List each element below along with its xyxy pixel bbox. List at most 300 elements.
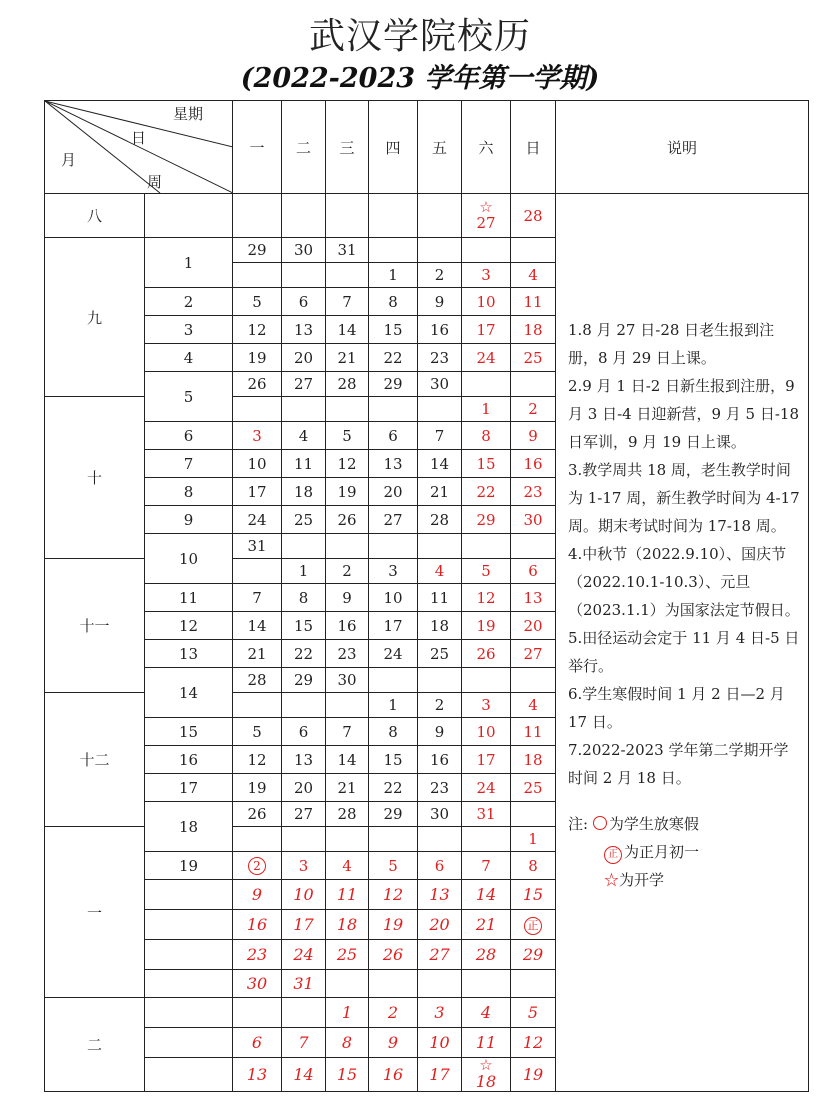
day-cell	[233, 998, 282, 1028]
day-cell	[369, 397, 418, 422]
day-number: 10	[476, 722, 496, 741]
day-cell	[511, 422, 556, 450]
day-number: 4	[342, 856, 352, 875]
day-cell	[326, 506, 369, 534]
day-number: 26	[382, 945, 404, 964]
day-cell	[233, 478, 282, 506]
day-cell	[369, 559, 418, 584]
week-number-cell-empty	[145, 998, 233, 1028]
day-number: 10	[247, 454, 267, 473]
day-number: 17	[293, 915, 314, 934]
day-cell	[369, 450, 418, 478]
day-number: 30	[429, 375, 450, 393]
day-cell	[369, 970, 418, 998]
day-number: 18	[523, 750, 543, 769]
note-item: 7.2022-2023 学年第二学期开学时间 2 月 18 日。	[568, 741, 789, 787]
day-cell	[282, 238, 326, 263]
day-cell	[326, 372, 369, 397]
day-cell	[326, 534, 369, 559]
day-number: 28	[429, 510, 450, 529]
day-cell	[326, 316, 369, 344]
week-number-cell: 19	[145, 852, 233, 880]
day-number: 23	[429, 778, 450, 797]
day-cell	[511, 506, 556, 534]
day-cell	[369, 852, 418, 880]
day-cell	[462, 238, 511, 263]
month-cell-nine: 九	[45, 238, 145, 397]
day-cell	[462, 718, 511, 746]
day-number: 5	[252, 722, 262, 741]
day-number: 26	[476, 644, 496, 663]
note-item: 6.学生寒假时间 1 月 2 日—2 月 17 日。	[568, 685, 785, 731]
day-cell	[369, 1028, 418, 1058]
day-number: 6	[528, 562, 538, 580]
day-cell	[462, 1058, 511, 1092]
day-cell	[511, 718, 556, 746]
day-number: 2	[387, 1003, 399, 1022]
day-cell	[233, 559, 282, 584]
day-number: 11	[336, 885, 358, 904]
day-number: 7	[342, 292, 352, 311]
day-number: 12	[476, 588, 496, 607]
day-cell	[511, 584, 556, 612]
day-number: 21	[247, 644, 267, 663]
day-number: 27	[476, 213, 496, 232]
day-number: 30	[337, 671, 357, 689]
day-number: 24	[476, 348, 496, 367]
day-number: 23	[429, 348, 450, 367]
day-number: 2	[528, 400, 538, 418]
day-number: 12	[247, 320, 267, 339]
day-cell	[233, 288, 282, 316]
day-cell	[233, 1058, 282, 1092]
day-cell	[369, 910, 418, 940]
day-cell	[282, 940, 326, 970]
note-item: 5.田径运动会定于 11 月 4 日-5 日举行。	[568, 629, 800, 675]
day-number: 16	[246, 915, 268, 934]
day-number: 23	[523, 482, 543, 501]
day-number: 14	[429, 454, 450, 473]
day-number: 24	[383, 644, 403, 663]
day-number: 22	[383, 348, 403, 367]
day-cell	[282, 852, 326, 880]
day-number: 14	[247, 616, 267, 635]
day-number: 4	[480, 1003, 492, 1022]
day-number: 14	[475, 885, 497, 904]
week-number-cell: 2	[145, 288, 233, 316]
day-cell	[369, 584, 418, 612]
day-number: 15	[522, 885, 544, 904]
day-cell	[233, 422, 282, 450]
day-cell	[418, 450, 462, 478]
day-number: 10	[429, 1033, 450, 1052]
day-cell	[418, 852, 462, 880]
day-cell	[511, 970, 556, 998]
day-number: 19	[247, 778, 267, 797]
day-number: 3	[481, 266, 491, 284]
day-number: 3	[252, 426, 262, 445]
day-number: 26	[337, 510, 357, 529]
day-number: 9	[528, 426, 538, 445]
day-cell	[369, 478, 418, 506]
week-number-cell: 9	[145, 506, 233, 534]
day-cell	[369, 344, 418, 372]
day-cell	[418, 478, 462, 506]
week-number-cell: 8	[145, 478, 233, 506]
day-cell	[233, 344, 282, 372]
day-cell	[326, 344, 369, 372]
day-number: 6	[298, 722, 309, 741]
week-number-cell: 16	[145, 746, 233, 774]
day-number: 18	[475, 1072, 497, 1091]
note-item: 1.8 月 27 日-28 日老生报到注册，8 月 29 日上课。	[568, 321, 775, 367]
day-number: 8	[528, 856, 538, 875]
day-cell	[418, 534, 462, 559]
day-number: 1	[341, 1003, 353, 1022]
day-number: 11	[293, 454, 314, 473]
day-cell	[326, 718, 369, 746]
day-cell	[511, 827, 556, 852]
corner-ri: 日	[131, 129, 147, 147]
day-number: 24	[293, 945, 314, 964]
day-cell	[282, 422, 326, 450]
day-number: 11	[429, 588, 450, 607]
day-cell	[511, 774, 556, 802]
week-number-cell: 3	[145, 316, 233, 344]
day-cell	[418, 718, 462, 746]
day-number: 16	[382, 1065, 404, 1084]
day-cell	[282, 534, 326, 559]
day-number: 5	[388, 856, 398, 875]
day-cell	[511, 397, 556, 422]
day-number: 8	[341, 1033, 353, 1052]
legend-row-start	[568, 866, 800, 894]
day-number: 8	[388, 722, 398, 741]
day-cell	[233, 852, 282, 880]
day-number: 4	[528, 266, 538, 284]
day-cell	[418, 506, 462, 534]
month-cell-twelve: 十二	[45, 693, 145, 827]
day-number: 13	[246, 1065, 268, 1084]
day-cell	[462, 802, 511, 827]
winter-break-start-mark: 2	[248, 857, 266, 875]
day-cell	[233, 668, 282, 693]
day-number: 12	[382, 885, 404, 904]
day-cell	[369, 534, 418, 559]
day-number: 30	[523, 510, 543, 529]
day-cell	[233, 970, 282, 998]
day-cell	[282, 668, 326, 693]
day-cell	[418, 559, 462, 584]
day-cell	[511, 372, 556, 397]
week-number-cell-empty	[145, 940, 233, 970]
day-number: 13	[293, 320, 314, 339]
legend-label: 注:	[568, 815, 589, 833]
day-cell	[233, 194, 282, 238]
day-cell	[282, 344, 326, 372]
day-cell	[418, 422, 462, 450]
day-number: 12	[522, 1033, 544, 1052]
day-number: 21	[337, 778, 357, 797]
calendar-row	[45, 194, 809, 238]
day-number: 6	[434, 856, 445, 875]
day-cell	[511, 316, 556, 344]
day-number: 16	[429, 320, 450, 339]
day-cell	[233, 450, 282, 478]
day-cell	[462, 910, 511, 940]
day-cell	[369, 880, 418, 910]
day-number: 25	[429, 644, 450, 663]
day-number: 28	[247, 671, 267, 689]
day-cell	[462, 693, 511, 718]
week-number-cell: 15	[145, 718, 233, 746]
note-item: 3.教学周共 18 周，老生教学时间为 1-17 周，新生教学时间为 4-17 周。期末考试时间为 17-18 周。	[568, 461, 800, 535]
day-cell	[326, 910, 369, 940]
day-cell	[233, 718, 282, 746]
day-number: 27	[293, 805, 314, 823]
day-cell	[326, 288, 369, 316]
day-cell	[511, 238, 556, 263]
day-number: 26	[247, 805, 267, 823]
day-number: 18	[293, 482, 314, 501]
day-number: 6	[298, 292, 309, 311]
day-number: 19	[382, 915, 404, 934]
week-number-cell: 18	[145, 802, 233, 852]
day-cell	[326, 774, 369, 802]
day-cell	[233, 640, 282, 668]
legend-row-lunar	[568, 838, 800, 866]
note-item: 2.9 月 1 日-2 日新生报到注册，9 月 3 日-4 日迎新营，9 月 5 日-18 日军训，9 月 19 日上课。	[568, 377, 800, 451]
week-number-cell: 11	[145, 584, 233, 612]
day-cell	[326, 970, 369, 998]
day-number: 17	[429, 1065, 450, 1084]
day-number: 17	[476, 320, 496, 339]
day-number: 21	[475, 915, 497, 934]
day-cell	[282, 827, 326, 852]
day-cell	[462, 668, 511, 693]
day-number: 1	[481, 400, 491, 418]
day-header-mon: 一	[233, 101, 282, 194]
corner-header	[45, 101, 233, 194]
day-cell	[233, 802, 282, 827]
day-cell	[282, 288, 326, 316]
day-number: 4	[528, 696, 538, 714]
day-cell	[326, 998, 369, 1028]
day-number: 18	[523, 320, 543, 339]
day-cell	[369, 718, 418, 746]
day-number: 21	[337, 348, 357, 367]
day-cell	[369, 640, 418, 668]
day-cell	[462, 880, 511, 910]
day-number: 10	[383, 588, 403, 607]
week-number-cell: 7	[145, 450, 233, 478]
day-number: 7	[481, 856, 491, 875]
day-number: 18	[336, 915, 358, 934]
day-number: 10	[293, 885, 314, 904]
day-cell	[326, 263, 369, 288]
day-cell	[511, 194, 556, 238]
day-cell	[369, 288, 418, 316]
day-cell	[511, 1058, 556, 1092]
day-number: 17	[383, 616, 403, 635]
day-cell	[418, 746, 462, 774]
day-cell	[282, 718, 326, 746]
day-cell	[326, 450, 369, 478]
day-number: 17	[476, 750, 496, 769]
day-cell	[326, 880, 369, 910]
day-cell	[418, 802, 462, 827]
month-cell-two: 二	[45, 998, 145, 1092]
day-cell	[282, 640, 326, 668]
week-number-cell-empty	[145, 194, 233, 238]
month-cell-eight: 八	[45, 194, 145, 238]
day-cell	[418, 344, 462, 372]
notes-list	[556, 194, 808, 894]
legend-lunar-new-year: 为正月初一	[624, 843, 700, 861]
day-cell	[511, 612, 556, 640]
day-cell	[282, 998, 326, 1028]
day-cell	[282, 774, 326, 802]
day-cell	[369, 194, 418, 238]
day-cell	[369, 238, 418, 263]
day-cell	[326, 612, 369, 640]
day-cell	[369, 506, 418, 534]
day-cell	[326, 940, 369, 970]
day-cell	[326, 559, 369, 584]
day-cell	[462, 852, 511, 880]
day-cell	[326, 852, 369, 880]
day-cell	[511, 910, 556, 940]
day-number: 22	[476, 482, 496, 501]
day-cell	[418, 1058, 462, 1092]
day-number: 10	[476, 292, 496, 311]
day-number: 2	[434, 266, 445, 284]
day-header-tue: 二	[282, 101, 326, 194]
day-cell	[462, 534, 511, 559]
day-cell	[462, 584, 511, 612]
day-cell	[462, 640, 511, 668]
day-cell	[282, 612, 326, 640]
day-number: 9	[434, 292, 445, 311]
day-cell	[326, 422, 369, 450]
day-cell	[326, 194, 369, 238]
day-cell	[511, 263, 556, 288]
day-cell	[369, 612, 418, 640]
month-cell-ten: 十	[45, 397, 145, 559]
week-number-cell-empty	[145, 1058, 233, 1092]
day-cell	[282, 450, 326, 478]
day-number: 27	[383, 510, 403, 529]
day-number: 3	[388, 562, 398, 580]
day-cell	[282, 372, 326, 397]
day-number: 2	[434, 696, 445, 714]
day-cell	[462, 827, 511, 852]
day-cell	[511, 534, 556, 559]
day-cell	[462, 372, 511, 397]
week-number-cell: 10	[145, 534, 233, 584]
day-number: 26	[247, 375, 267, 393]
day-cell	[369, 746, 418, 774]
day-cell	[462, 422, 511, 450]
day-cell	[511, 478, 556, 506]
day-number: 20	[383, 482, 403, 501]
day-cell	[369, 263, 418, 288]
day-cell	[369, 693, 418, 718]
day-number: 15	[336, 1065, 358, 1084]
day-number: 14	[293, 1065, 314, 1084]
day-number: 6	[388, 426, 398, 445]
day-number: 30	[246, 974, 268, 993]
notes-cell	[556, 194, 809, 1092]
day-cell	[282, 1058, 326, 1092]
day-cell	[369, 372, 418, 397]
day-cell	[418, 372, 462, 397]
page-title: 武汉学院校历	[308, 16, 531, 57]
school-start-star-icon: ☆	[479, 1057, 493, 1074]
legend-winter-break: 为学生放寒假	[608, 815, 699, 833]
day-cell	[418, 1028, 462, 1058]
day-number: 6	[251, 1033, 263, 1052]
day-cell	[282, 970, 326, 998]
day-cell	[462, 397, 511, 422]
day-number: 31	[293, 974, 314, 993]
day-number: 25	[523, 778, 543, 797]
day-number: 24	[476, 778, 496, 797]
week-number-cell-empty	[145, 880, 233, 910]
day-cell	[369, 827, 418, 852]
day-cell	[418, 940, 462, 970]
day-cell	[282, 584, 326, 612]
day-cell	[233, 612, 282, 640]
day-number: 14	[337, 750, 357, 769]
day-number: 1	[388, 266, 398, 284]
day-number: 24	[247, 510, 267, 529]
day-cell	[511, 746, 556, 774]
day-number: 8	[481, 426, 491, 445]
day-number: 16	[523, 454, 543, 473]
day-number: 16	[429, 750, 450, 769]
day-cell	[233, 940, 282, 970]
day-cell	[418, 612, 462, 640]
day-cell	[233, 827, 282, 852]
day-cell	[326, 238, 369, 263]
day-cell	[418, 880, 462, 910]
day-cell	[418, 668, 462, 693]
day-number: 13	[429, 885, 450, 904]
day-cell	[462, 1028, 511, 1058]
day-cell	[462, 746, 511, 774]
day-number: 1	[388, 696, 398, 714]
day-number: 4	[298, 426, 309, 445]
day-cell	[282, 802, 326, 827]
day-cell	[511, 998, 556, 1028]
day-cell	[418, 263, 462, 288]
day-number: 29	[383, 375, 403, 393]
day-number: 11	[523, 292, 543, 311]
day-number: 23	[337, 644, 357, 663]
day-cell	[326, 746, 369, 774]
day-number: 20	[429, 915, 450, 934]
day-cell	[369, 998, 418, 1028]
day-cell	[418, 288, 462, 316]
day-cell	[462, 970, 511, 998]
day-number: 7	[298, 1033, 309, 1052]
legend	[568, 810, 800, 894]
day-header-fri: 五	[418, 101, 462, 194]
day-number: 3	[481, 696, 491, 714]
day-cell	[462, 559, 511, 584]
day-cell	[418, 640, 462, 668]
